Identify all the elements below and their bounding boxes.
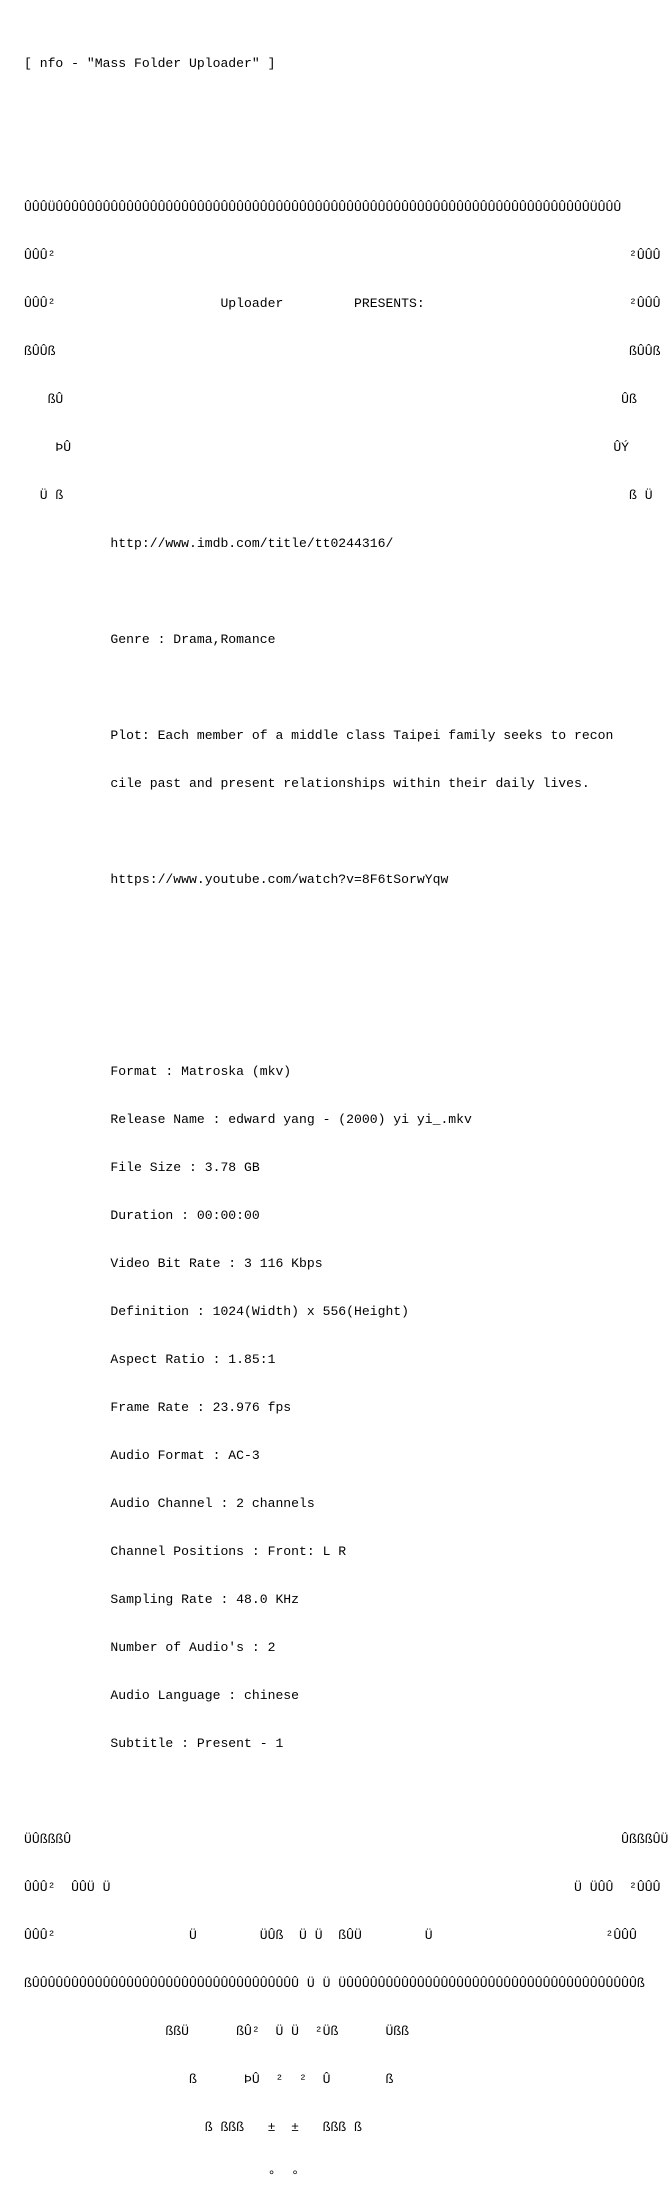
blank-line bbox=[24, 152, 668, 168]
blank-line bbox=[24, 1016, 668, 1032]
banner-bottom-line: ÛÛÛ² ÛÛÜ Ü Ü ÜÛÛ ²ÛÛÛ bbox=[24, 1880, 661, 1895]
banner-top-line: ßÛÛß ßÛÛß bbox=[24, 344, 661, 359]
youtube-link: https://www.youtube.com/watch?v=8F6tSorwYqw bbox=[24, 872, 449, 887]
spec-audio-language: Audio Language : chinese bbox=[24, 1688, 300, 1703]
blank-line bbox=[24, 1784, 668, 1800]
spec-subtitle: Subtitle : Present - 1 bbox=[24, 1736, 284, 1751]
banner-bottom-line: ßßÜ ßÛ² Ü Ü ²Üß Üßß bbox=[24, 2024, 410, 2039]
banner-bottom-line: ß ßßß ± ± ßßß ß bbox=[24, 2120, 362, 2135]
banner-bottom-line: ÜÛßßßÛ ÛßßßÛÜ bbox=[24, 1832, 668, 1847]
spec-sampling-rate: Sampling Rate : 48.0 KHz bbox=[24, 1592, 300, 1607]
banner-presents-line: ÛÛÛ² Uploader PRESENTS: ²ÛÛÛ bbox=[24, 296, 661, 311]
blank-line bbox=[24, 104, 668, 120]
banner-top-line: ÛÛÛÜÛÛÛÛÛÛÛÛÛÛÛÛÛÛÛÛÛÛÛÛÛÛÛÛÛÛÛÛÛÛÛÛÛÛÛÛÛÛÛÛÛÛÛÛÛÛÛÛÛÛÛÛÛÛÛÛÛÛÛÛÛÛÛÛÛÛÛÛÜÛÛÛ bbox=[24, 200, 622, 215]
banner-bottom-line: ßÛÛÛÛÛÛÛÛÛÛÛÛÛÛÛÛÛÛÛÛÛÛÛÛÛÛÛÛÛÛÛÛÛÛ Ü Ü ÜÛÛÛÛÛÛÛÛÛÛÛÛÛÛÛÛÛÛÛÛÛÛÛÛÛÛÛÛÛÛÛÛÛÛÛÛÛß bbox=[24, 1976, 645, 1991]
blank-line bbox=[24, 968, 668, 984]
spec-audio-channel: Audio Channel : 2 channels bbox=[24, 1496, 315, 1511]
imdb-link: http://www.imdb.com/title/tt0244316/ bbox=[24, 536, 394, 551]
nfo-header: [ nfo - "Mass Folder Uploader" ] bbox=[24, 56, 276, 71]
spec-format: Format : Matroska (mkv) bbox=[24, 1064, 292, 1079]
blank-line bbox=[24, 920, 668, 936]
banner-top-line: ÛÛÛ² ²ÛÛÛ bbox=[24, 248, 661, 263]
spec-channel-positions: Channel Positions : Front: L R bbox=[24, 1544, 347, 1559]
spec-file-size: File Size : 3.78 GB bbox=[24, 1160, 260, 1175]
spec-number-of-audios: Number of Audio's : 2 bbox=[24, 1640, 276, 1655]
blank-line bbox=[24, 584, 668, 600]
banner-bottom-line: ÛÛÛ² Ü ÜÛß Ü Ü ßÛÜ Ü ²ÛÛÛ bbox=[24, 1928, 637, 1943]
banner-top-line: ßÛ Ûß bbox=[24, 392, 637, 407]
plot-line: cile past and present relationships within their daily lives. bbox=[24, 776, 590, 791]
spec-definition: Definition : 1024(Width) x 556(Height) bbox=[24, 1304, 410, 1319]
blank-line bbox=[24, 680, 668, 696]
spec-release-name: Release Name : edward yang - (2000) yi yi_.mkv bbox=[24, 1112, 472, 1127]
genre-line: Genre : Drama,Romance bbox=[24, 632, 276, 647]
banner-bottom-line: ° ° bbox=[24, 2168, 300, 2183]
banner-bottom-line: ß ÞÛ ² ² Û ß bbox=[24, 2072, 394, 2087]
spec-audio-format: Audio Format : AC-3 bbox=[24, 1448, 260, 1463]
spec-frame-rate: Frame Rate : 23.976 fps bbox=[24, 1400, 292, 1415]
plot-line: Plot: Each member of a middle class Taipei family seeks to recon bbox=[24, 728, 614, 743]
spec-video-bit-rate: Video Bit Rate : 3 116 Kbps bbox=[24, 1256, 323, 1271]
spec-aspect-ratio: Aspect Ratio : 1.85:1 bbox=[24, 1352, 276, 1367]
nfo-document bbox=[24, 24, 668, 2200]
spec-duration: Duration : 00:00:00 bbox=[24, 1208, 260, 1223]
blank-line bbox=[24, 824, 668, 840]
banner-top-line: Ü ß ß Ü bbox=[24, 488, 653, 503]
banner-top-line: ÞÛ ÛÝ bbox=[24, 440, 630, 455]
